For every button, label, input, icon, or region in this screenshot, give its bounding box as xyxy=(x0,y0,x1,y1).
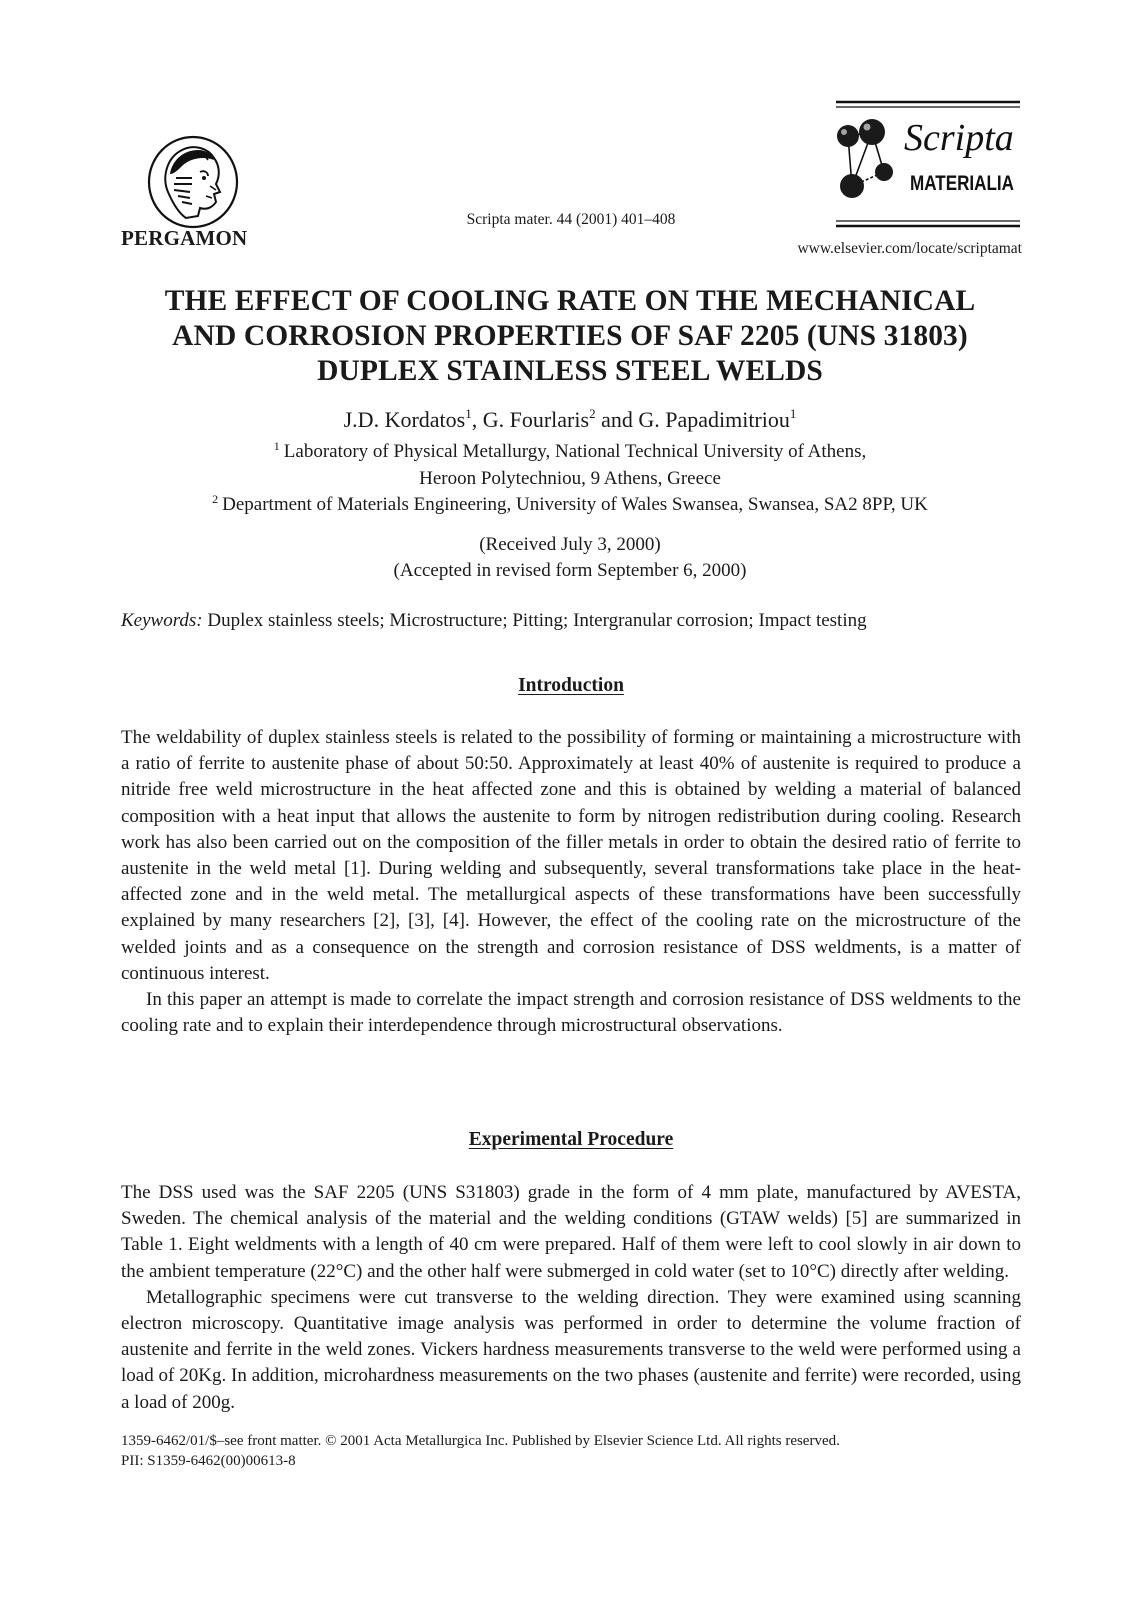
pii-line: PII: S1359-6462(00)00613-8 xyxy=(121,1453,296,1469)
paragraph: The DSS used was the SAF 2205 (UNS S31803) grade in the form of 4 mm plate, manufactured by AVESTA, Sweden. The chemical analysis of the material and the welding conditions (GTAW welds) [5] are summarized in Table 1. Eight weldments with a length of 40 cm were prepared. Half of them were left to cool slowly in air down to the ambient temperature (22°C) and the other half were submerged in cold water (set to 10°C) directly after welding. xyxy=(121,1182,1021,1282)
journal-url[interactable]: www.elsevier.com/locate/scriptamat xyxy=(797,240,1022,257)
author-affiliation-mark: 1 xyxy=(789,406,797,421)
publisher-name: PERGAMON xyxy=(121,226,248,250)
affiliation-text: Laboratory of Physical Metallurgy, National Technical University of Athens, xyxy=(283,441,867,462)
section-heading-introduction xyxy=(121,673,1021,699)
received-date: (Received July 3, 2000) xyxy=(479,534,661,555)
article-dates xyxy=(110,532,1030,584)
affiliation-mark: 2 xyxy=(212,492,219,506)
paragraph: The weldability of duplex stainless steels is related to the possibility of forming or maintaining a microstructure with a ratio of ferrite to austenite phase of about 50:50. Approximately at least 40% of austenite is required to produce a nitride free weld microstructure in the heat affected zone and this is obtained by welding a material of balanced composition with a heat input that allows the austenite to form by nitrogen redistribution during cooling. Research work has also been carried out on the composition of the filler metals in order to obtain the desired ratio of ferrite to austenite in the weld metal [1]. During welding and subsequently, several transformations take place in the heat-affected zone and in the weld metal. The metallurgical aspects of these transformations have been successfully explained by many researchers [2], [3], [4]. However, the effect of the cooling rate on the microstructure of the welded joints and as a consequence on the strength and corrosion resistance of DSS weldments, is a matter of continuous interest. xyxy=(121,727,1021,984)
affiliations xyxy=(90,439,1050,519)
pergamon-logo xyxy=(146,134,240,230)
affiliation-text: Department of Materials Engineering, University of Wales Swansea, Swansea, SA2 8PP, UK xyxy=(222,494,928,515)
author-name: G. Fourlaris xyxy=(482,407,590,432)
author-separator: , xyxy=(471,407,483,432)
section-heading-text: Experimental Procedure xyxy=(468,1129,674,1150)
journal-logo-main-text: Scripta xyxy=(904,117,1014,159)
affiliation-line xyxy=(90,492,1050,519)
article-title xyxy=(110,284,1030,389)
copyright-line: 1359-6462/01/$–see front matter. © 2001 Acta Metallurgica Inc. Published by Elsevier Science Ltd. All rights reserved. xyxy=(121,1433,840,1449)
affiliation-line xyxy=(90,439,1050,466)
title-line: DUPLEX STAINLESS STEEL WELDS xyxy=(317,355,823,387)
keywords xyxy=(121,608,1021,634)
section-heading-text: Introduction xyxy=(518,675,624,696)
keywords-label: Keywords: xyxy=(121,610,203,631)
title-line: THE EFFECT OF COOLING RATE ON THE MECHANICAL xyxy=(164,285,976,317)
keywords-list: Duplex stainless steels; Microstructure; Pitting; Intergranular corrosion; Impact testing xyxy=(207,610,867,631)
experimental-body xyxy=(121,1180,1021,1416)
author-separator: and xyxy=(595,407,639,432)
paragraph: Metallographic specimens were cut transverse to the welding direction. They were examined using scanning electron microscopy. Quantitative image analysis was performed in order to determine the volume fraction of austenite and ferrite in the weld zones. Vickers hardness measurements transverse to the weld were performed using a load of 20Kg. In addition, microhardness measurements on the two phases (austenite and ferrite) were recorded, using a load of 200g. xyxy=(121,1286,1021,1413)
author-list xyxy=(110,406,1030,434)
page-footer xyxy=(121,1431,1021,1471)
introduction-body xyxy=(121,725,1021,1039)
journal-logo xyxy=(834,98,1022,232)
affiliation-mark: 1 xyxy=(273,439,280,453)
section-heading-experimental-procedure xyxy=(121,1127,1021,1153)
author-name: G. Papadimitriou xyxy=(638,407,790,432)
author-affiliation-mark: 1 xyxy=(465,406,472,421)
accepted-date: (Accepted in revised form September 6, 2000) xyxy=(393,560,747,581)
author-affiliation-mark: 2 xyxy=(589,406,596,421)
author-name: J.D. Kordatos xyxy=(343,407,466,432)
journal-logo-sub-text: MATERIALIA xyxy=(910,172,1014,195)
affiliation-line: Heroon Polytechniou, 9 Athens, Greece xyxy=(419,467,721,489)
paragraph: In this paper an attempt is made to correlate the impact strength and corrosion resistance of DSS weldments to the cooling rate and to explain their interdependence through microstructural observations. xyxy=(121,989,1021,1037)
journal-citation: Scripta mater. 44 (2001) 401–408 xyxy=(466,211,676,228)
title-line: AND CORROSION PROPERTIES OF SAF 2205 (UNS 31803) xyxy=(172,320,968,352)
